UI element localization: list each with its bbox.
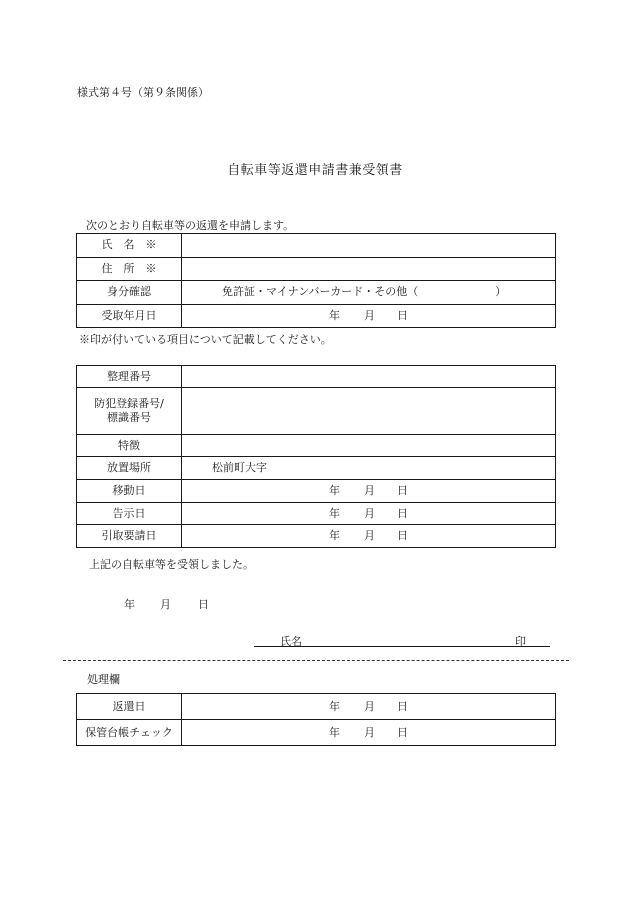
table-row	[77, 257, 556, 281]
day-label: 日	[397, 699, 408, 713]
table-row	[77, 480, 556, 503]
registration-label	[77, 388, 182, 435]
process-table	[76, 693, 556, 746]
registration-label-line1: 防犯登録番号/	[94, 397, 164, 410]
reference-no-label: 整理番号	[77, 366, 182, 388]
month-label: 月	[364, 506, 375, 520]
day-label: 日	[397, 725, 408, 739]
table-row	[77, 388, 556, 435]
table-row	[77, 457, 556, 480]
features-field[interactable]	[182, 435, 556, 457]
day-label: 日	[397, 506, 408, 520]
notice-date-field[interactable]	[182, 503, 556, 525]
day-label: 日	[397, 529, 408, 542]
received-statement: 上記の自転車等を受領しました。	[89, 558, 254, 571]
id-check-label: 身分確認	[77, 281, 182, 305]
year-label: 年	[124, 598, 135, 611]
table-row	[77, 234, 556, 258]
name-field[interactable]	[182, 234, 556, 258]
received-date-label: 受取年月日	[77, 304, 182, 328]
table-row	[77, 435, 556, 457]
year-label: 年	[329, 725, 340, 739]
table-row	[77, 525, 556, 548]
year-label: 年	[329, 308, 340, 322]
moved-date-field[interactable]	[182, 480, 556, 503]
reference-no-field[interactable]	[182, 366, 556, 388]
month-label: 月	[364, 699, 375, 713]
bicycle-table	[76, 365, 556, 548]
storage-check-label: 保管台帳チェック	[77, 720, 182, 746]
pickup-request-field[interactable]	[182, 525, 556, 548]
registration-field[interactable]	[182, 388, 556, 435]
process-section-label: 処理欄	[87, 673, 120, 686]
name-label: 氏 名 ※	[77, 234, 182, 258]
storage-check-field[interactable]	[182, 720, 556, 746]
id-check-options[interactable]: 免許証・マイナンバーカード・その他（ ）	[182, 281, 556, 305]
received-date-field[interactable]	[182, 304, 556, 328]
year-label: 年	[329, 506, 340, 520]
table-row	[77, 366, 556, 388]
day-label: 日	[397, 484, 408, 497]
features-label: 特徴	[77, 435, 182, 457]
seal-label: 印	[515, 635, 526, 648]
applicant-table	[76, 233, 556, 328]
month-label: 月	[364, 308, 375, 322]
cut-line-divider	[63, 660, 569, 661]
table-row	[77, 694, 556, 720]
moved-date-label: 移動日	[77, 480, 182, 503]
month-label: 月	[364, 529, 375, 542]
table-row	[77, 720, 556, 746]
address-field[interactable]	[182, 257, 556, 281]
document-title: 自転車等返還申請書兼受領書	[227, 163, 403, 178]
month-label: 月	[364, 484, 375, 497]
form-number: 様式第４号（第９条関係）	[77, 86, 209, 99]
notice-date-label: 告示日	[77, 503, 182, 525]
month-label: 月	[364, 725, 375, 739]
registration-label-line2: 標識番号	[107, 411, 151, 424]
signature-name-label: 氏名	[280, 635, 302, 648]
day-label: 日	[198, 598, 209, 611]
month-label: 月	[160, 598, 171, 611]
pickup-request-label: 引取要請日	[77, 525, 182, 548]
address-label: 住 所 ※	[77, 257, 182, 281]
year-label: 年	[329, 699, 340, 713]
return-date-label: 返還日	[77, 694, 182, 720]
location-label: 放置場所	[77, 457, 182, 480]
received-date-line	[124, 596, 209, 612]
day-label: 日	[397, 308, 408, 322]
return-date-field[interactable]	[182, 694, 556, 720]
required-note: ※印が付いている項目について記載してください。	[79, 333, 332, 346]
signature-line[interactable]	[254, 633, 550, 647]
intro-text: 次のとおり自転車等の返還を申請します。	[86, 219, 295, 232]
year-label: 年	[329, 484, 340, 497]
location-field[interactable]: 松前町大字	[182, 457, 556, 480]
table-row	[77, 304, 556, 328]
table-row	[77, 281, 556, 305]
year-label: 年	[329, 529, 340, 542]
table-row	[77, 503, 556, 525]
